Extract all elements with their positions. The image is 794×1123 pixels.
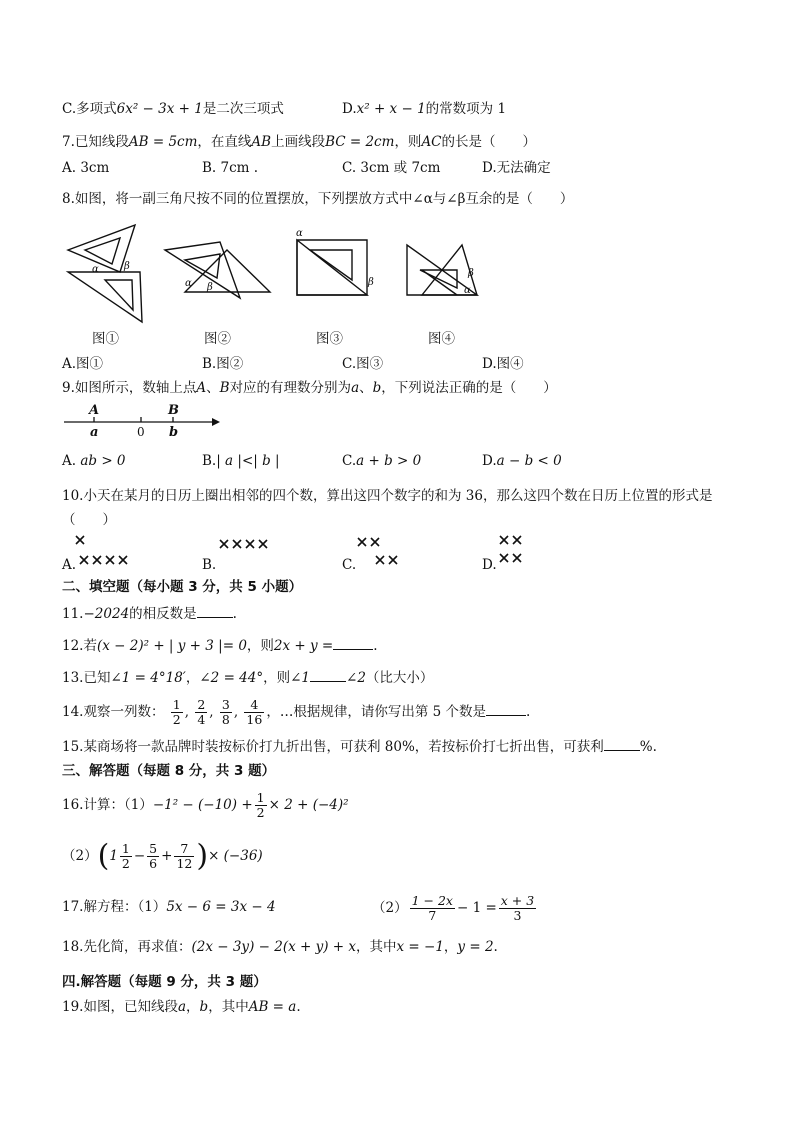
q8-caption-4: 图④: [428, 331, 455, 347]
q14: 14.观察一列数： $\frac{1}{2}$ , $\frac{2}{4}$ , $\frac{3}{8}$ , $\frac{4}{16}$ ，…根据规律，请你写出第 5 个数是 .: [62, 697, 531, 727]
q11-blank[interactable]: [197, 605, 233, 618]
q10-pattern-a: [76, 536, 127, 564]
q18: 18.先化简，再求值：(2x − 3y) − 2(x + y) + x，其中x = −1，y = 2.: [62, 939, 498, 955]
q14-fraction-2: $\frac{2}{4}$: [197, 697, 206, 727]
q17-part-1: 17.解方程：（1）5x − 6 = 3x − 4: [62, 899, 276, 915]
q8-option-d: D.图④: [482, 356, 524, 372]
q9-option-d: D.a − b < 0: [482, 453, 562, 469]
q13: 13.已知∠1 = 4°18′，∠2 = 44°，则∠1 ∠2（比大小）: [62, 670, 434, 686]
q10-option-a: A.: [62, 557, 77, 573]
q10-pattern-b: [220, 540, 267, 548]
q9-stem: 9.如图所示，数轴上点A、B对应的有理数分别为a、b，下列说法正确的是（ ）: [62, 380, 557, 396]
q8-caption-3: 图③: [316, 331, 343, 347]
q8-caption-2: 图②: [204, 331, 231, 347]
q16-part-2: （2）(1 $\frac{1}{2}$ − $\frac{5}{6}$ + $\frac{7}{12}$ )× (−36): [62, 838, 263, 874]
q7-option-b: B. 7cm .: [202, 160, 259, 176]
q8-option-c: C.图③: [342, 356, 384, 372]
q8-caption-1: 图①: [92, 331, 119, 347]
q10-option-d: D.: [482, 557, 497, 573]
svg-text:α: α: [464, 285, 471, 296]
q9-label-zero: 0: [137, 425, 145, 439]
q9-option-b: B.| a |<| b |: [202, 453, 280, 469]
q17-fraction-left: $\frac{1 - 2x}{7}$: [411, 893, 453, 923]
q7-stem: 7.已知线段AB = 5cm，在直线AB上画线段BC = 2cm，则AC的长是（ ）: [62, 134, 537, 150]
q8-figure-2: [165, 242, 270, 298]
q9-number-line: [62, 400, 227, 440]
q15-blank[interactable]: [604, 738, 640, 751]
q9-option-c: C.a + b > 0: [342, 453, 422, 469]
q14-fraction-4: $\frac{4}{16}$: [246, 697, 263, 727]
q9-label-B: B: [168, 403, 179, 418]
q15: 15.某商场将一款品牌时装按标价打九折出售，可获利 80%，若按标价打七折出售，可获利 %.: [62, 739, 657, 755]
q10-calendar-patterns: [0, 530, 560, 575]
q7-option-a: A. 3cm: [62, 160, 110, 176]
q11: 11.−2024的相反数是 .: [62, 606, 237, 622]
q13-blank[interactable]: [310, 669, 346, 682]
svg-text:β: β: [207, 282, 213, 293]
q8-figure-1: [68, 225, 142, 322]
q8-option-a: A.图①: [62, 356, 104, 372]
q16-fraction-2: $\frac{5}{6}$: [149, 841, 158, 871]
q10-option-c: C.: [342, 557, 357, 573]
q8-figure-4: [407, 245, 477, 296]
q8-stem: 8.如图，将一副三角尺按不同的位置摆放，下列摆放方式中∠α与∠β互余的是（ ）: [62, 191, 574, 207]
svg-text:α: α: [185, 278, 192, 289]
q10-paren: （ ）: [62, 512, 116, 528]
q7-option-d: D.无法确定: [482, 160, 551, 176]
q8-figure-3: [296, 228, 374, 295]
q16-fraction-half: $\frac{1}{2}$: [256, 790, 265, 820]
q9-label-b: b: [169, 425, 179, 440]
q8-option-b: B.图②: [202, 356, 244, 372]
q17-fraction-right: $\frac{x + 3}{3}$: [500, 893, 535, 923]
q6-option-d: D.x² + x − 1的常数项为 1: [342, 101, 507, 117]
section-4-title: 四.解答题（每题 9 分，共 3 题）: [62, 974, 267, 990]
svg-text:α: α: [92, 264, 99, 275]
q10-option-b: B.: [202, 557, 217, 573]
q16-fraction-1: $\frac{1}{2}$: [121, 841, 130, 871]
q9-label-a: a: [90, 425, 99, 440]
q14-blank[interactable]: [486, 703, 526, 716]
q14-fraction-3: $\frac{3}{8}$: [221, 697, 230, 727]
q17-part-2: （2） $\frac{1 - 2x}{7}$ − 1 = $\frac{x + 3}{3}$: [372, 893, 535, 923]
q6-option-c: C.多项式6x² − 3x + 1是二次三项式: [62, 101, 284, 117]
svg-text:β: β: [368, 277, 374, 288]
q7-option-c: C. 3cm 或 7cm: [342, 160, 441, 176]
section-2-title: 二、填空题（每小题 3 分，共 5 小题）: [62, 579, 303, 595]
q19: 19.如图，已知线段a，b，其中AB = a.: [62, 999, 301, 1015]
svg-text:β: β: [124, 261, 130, 272]
q10-pattern-c: [358, 538, 397, 564]
q8-figures: [60, 220, 500, 325]
q9-label-A: A: [89, 403, 100, 418]
section-3-title: 三、解答题（每题 8 分，共 3 题）: [62, 763, 276, 779]
q9-option-a: A. ab > 0: [62, 453, 126, 469]
q10-pattern-d: [500, 536, 521, 562]
q10-stem: 10.小天在某月的日历上圈出相邻的四个数，算出这四个数字的和为 36，那么这四个数在日历上位置的形式是: [62, 488, 713, 504]
svg-text:α: α: [296, 228, 303, 239]
q14-fraction-1: $\frac{1}{2}$: [172, 697, 181, 727]
svg-text:β: β: [468, 268, 474, 279]
q16-fraction-3: $\frac{7}{12}$: [176, 841, 193, 871]
q12-blank[interactable]: [333, 637, 373, 650]
q12: 12.若(x − 2)² + | y + 3 |= 0，则2x + y = .: [62, 638, 378, 654]
q16-part-1: 16.计算：（1）−1² − (−10) + $\frac{1}{2}$ × 2 + (−4)²: [62, 790, 349, 820]
